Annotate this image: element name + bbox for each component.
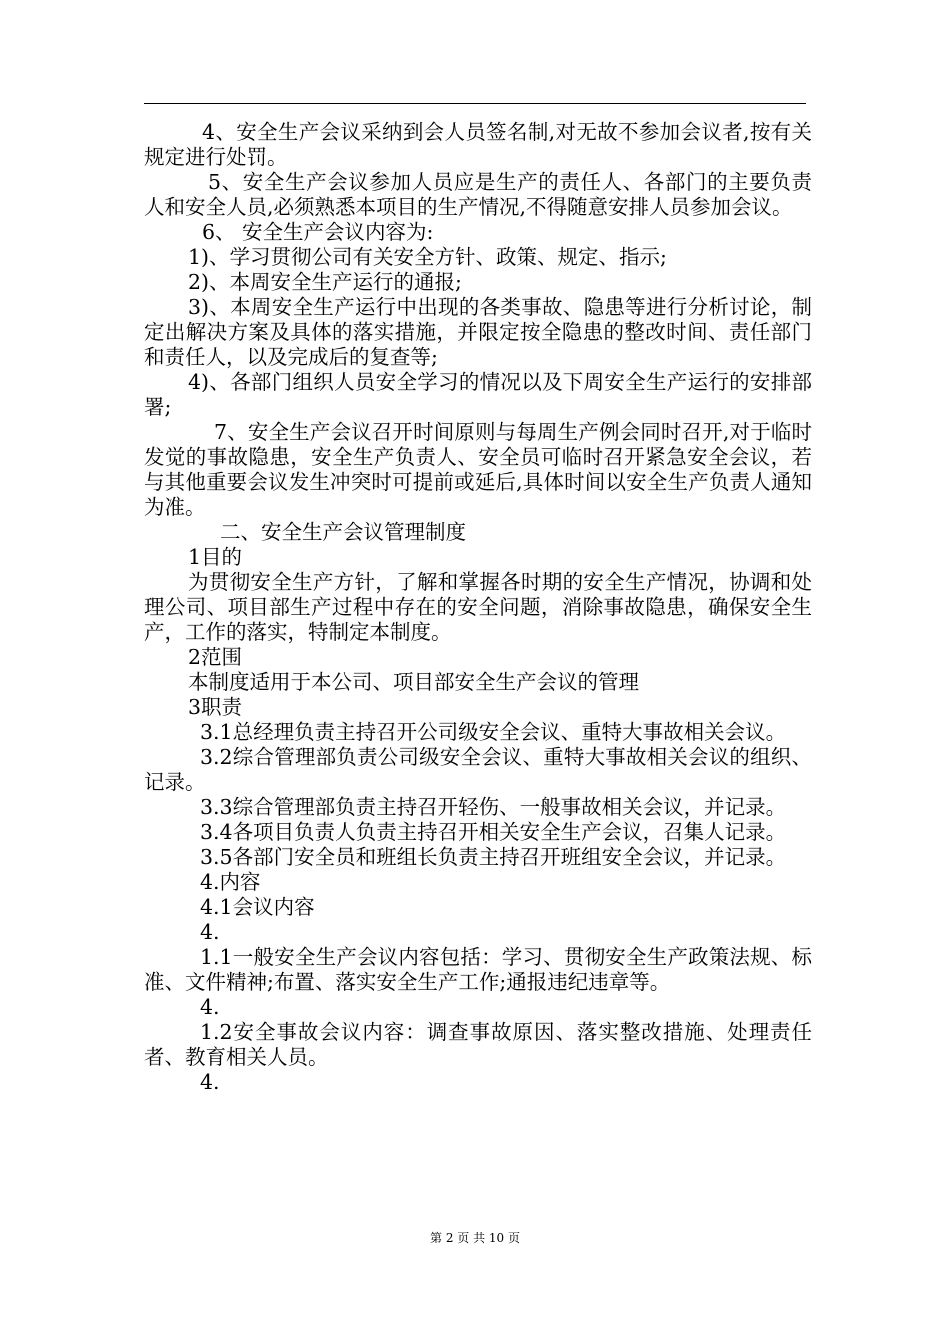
page-footer bbox=[0, 1229, 950, 1246]
paragraph: 2)、本周安全生产运行的通报; bbox=[188, 270, 462, 294]
paragraph: 1.2安全事故会议内容：调查事故原因、落实整改措施、处理责任者、教育相关人员。 bbox=[144, 1020, 812, 1069]
paragraph: 4、安全生产会议采纳到会人员签名制,对无故不参加会议者,按有关规定进行处罚。 bbox=[144, 120, 812, 169]
paragraph: 二、安全生产会议管理制度 bbox=[220, 520, 466, 544]
paragraph: 4. bbox=[200, 1070, 220, 1094]
header-rule bbox=[144, 103, 806, 104]
paragraph: 3.4各项目负责人负责主持召开相关安全生产会议，召集人记录。 bbox=[200, 820, 787, 844]
paragraph: 3.3综合管理部负责主持召开轻伤、一般事故相关会议，并记录。 bbox=[200, 795, 787, 819]
paragraph: 2范围 bbox=[188, 645, 243, 669]
paragraph: 为贯彻安全生产方针，了解和掌握各时期的安全生产情况，协调和处理公司、项目部生产过程中存在的安全问题，消除事故隐患，确保安全生产，工作的落实，特制定本制度。 bbox=[144, 570, 812, 644]
paragraph: 7、安全生产会议召开时间原则与每周生产例会同时召开,对于临时发觉的事故隐患，安全生产负责人、安全员可临时召开紧急安全会议，若与其他重要会议发生冲突时可提前或延后,具体时间以安全生产负责人通知为准。 bbox=[144, 420, 812, 519]
paragraph: 1.1一般安全生产会议内容包括：学习、贯彻安全生产政策法规、标准、文件精神;布置、落实安全生产工作;通报违纪违章等。 bbox=[144, 945, 812, 994]
paragraph: 3.5各部门安全员和班组长负责主持召开班组安全会议，并记录。 bbox=[200, 845, 787, 869]
paragraph: 1)、学习贯彻公司有关安全方针、政策、规定、指示; bbox=[188, 245, 667, 269]
paragraph: 1目的 bbox=[188, 545, 243, 569]
paragraph: 3)、本周安全生产运行中出现的各类事故、隐患等进行分析讨论，制定出解决方案及具体的落实措施，并限定按全隐患的整改时间、责任部门和责任人，以及完成后的复查等; bbox=[144, 295, 812, 369]
paragraph: 3.1总经理负责主持召开公司级安全会议、重特大事故相关会议。 bbox=[200, 720, 787, 744]
page-number-label: 第 2 页 共 10 页 bbox=[430, 1231, 520, 1245]
paragraph: 4.内容 bbox=[200, 870, 261, 894]
document-body bbox=[144, 120, 812, 1095]
paragraph: 4.1会议内容 bbox=[200, 895, 315, 919]
paragraph: 3职责 bbox=[188, 695, 243, 719]
paragraph: 3.2综合管理部负责公司级安全会议、重特大事故相关会议的组织、记录。 bbox=[144, 745, 812, 794]
paragraph: 4)、各部门组织人员安全学习的情况以及下周安全生产运行的安排部署; bbox=[144, 370, 812, 419]
paragraph: 4. bbox=[200, 995, 220, 1019]
paragraph: 本制度适用于本公司、项目部安全生产会议的管理 bbox=[188, 670, 639, 694]
paragraph: 5、安全生产会议参加人员应是生产的责任人、各部门的主要负责人和安全人员,必须熟悉本项目的生产情况,不得随意安排人员参加会议。 bbox=[144, 170, 812, 219]
paragraph: 4. bbox=[200, 920, 220, 944]
paragraph: 6、 安全生产会议内容为: bbox=[202, 220, 434, 244]
